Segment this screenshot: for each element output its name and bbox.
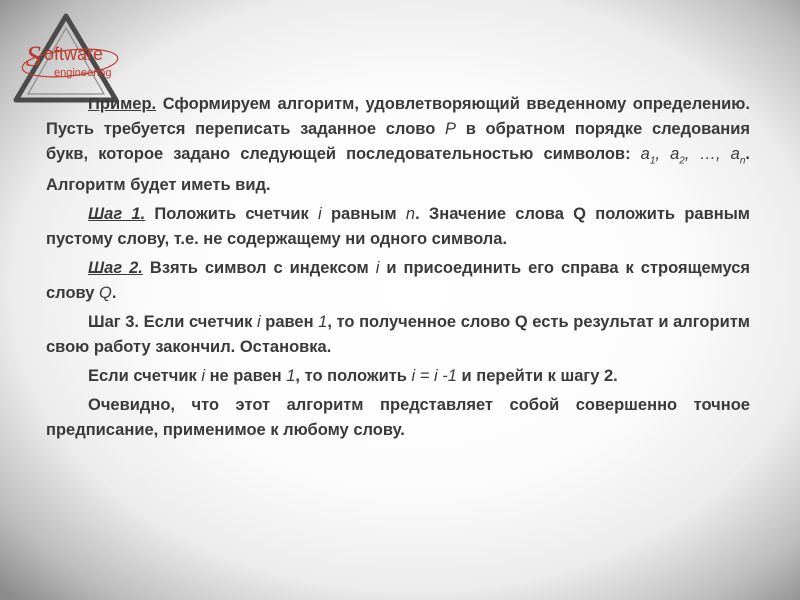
step-1-label: Шаг 1. bbox=[88, 205, 146, 224]
variable-i: i bbox=[375, 259, 380, 278]
paragraph-step-1 bbox=[46, 202, 750, 252]
variable-p: P bbox=[444, 120, 456, 138]
paragraph-text: и присоединить его справа к строящемуся слову bbox=[46, 259, 751, 303]
paragraph-text: , то полученное слово Q есть результат и алгоритм свою работу закончил. Остановка. bbox=[46, 313, 751, 357]
variable-i: i bbox=[318, 205, 322, 224]
variable-n: n bbox=[405, 205, 416, 224]
example-label: Пример. bbox=[88, 95, 157, 113]
paragraph-text: . Алгоритм будет иметь вид. bbox=[46, 145, 750, 195]
value-one: 1 bbox=[286, 367, 296, 386]
paragraph-text: Очевидно, что этот алгоритм представляет собой совершенно точное предписание, применимое к любому слову. bbox=[46, 396, 750, 440]
variable-q: Q bbox=[99, 284, 112, 303]
logo-software-text: oftware bbox=[44, 44, 104, 64]
paragraph-text: . Значение слова Q положить равным пустому слову, т.е. не содержащему ни одного символа. bbox=[46, 205, 750, 249]
separator: , bbox=[655, 145, 671, 163]
paragraph-step-2 bbox=[46, 256, 750, 306]
symbol-subscript: n bbox=[739, 155, 746, 167]
paragraph-text: Положить счетчик bbox=[145, 205, 319, 224]
symbol-a: a bbox=[730, 145, 740, 163]
value-one: 1 bbox=[318, 313, 328, 332]
symbol-subscript: 2 bbox=[679, 155, 685, 167]
paragraph-text: Если счетчик bbox=[88, 367, 202, 386]
paragraph-text: . bbox=[111, 284, 117, 303]
paragraph-text: не равен bbox=[205, 367, 287, 386]
paragraph-text: в обратном порядке следования букв, которое задано следующей последовательностью символов: bbox=[46, 120, 751, 163]
paragraph-step-3-else bbox=[46, 364, 750, 389]
paragraph-text: равным bbox=[321, 205, 406, 224]
decrement-expression: i = i -1 bbox=[411, 367, 457, 386]
symbol-subscript: 1 bbox=[649, 155, 656, 167]
logo-s-letter: S bbox=[26, 40, 41, 73]
paragraph-text: и перейти к шагу 2. bbox=[456, 367, 618, 386]
slide-body-text bbox=[46, 92, 750, 447]
paragraph-text: Сформируем алгоритм, удовлетворяющий введенному определению. Пусть требуется переписать заданное слово bbox=[46, 95, 750, 138]
step-2-label: Шаг 2. bbox=[88, 259, 143, 278]
paragraph-conclusion bbox=[46, 393, 750, 443]
paragraph-text: Взять символ с индексом bbox=[142, 259, 376, 278]
paragraph-step-3 bbox=[46, 310, 750, 360]
paragraph-text: , то положить bbox=[295, 367, 412, 386]
separator: , …, bbox=[684, 145, 731, 163]
paragraph-text: равен bbox=[260, 313, 319, 332]
paragraph-text: Шаг 3. Если счетчик bbox=[88, 313, 257, 332]
logo-engineering-text: engineering bbox=[54, 67, 112, 79]
variable-i: i bbox=[201, 367, 205, 386]
symbol-a: a bbox=[640, 145, 650, 163]
variable-i: i bbox=[256, 313, 261, 332]
paragraph-example bbox=[46, 92, 750, 198]
symbol-a: a bbox=[670, 145, 680, 163]
